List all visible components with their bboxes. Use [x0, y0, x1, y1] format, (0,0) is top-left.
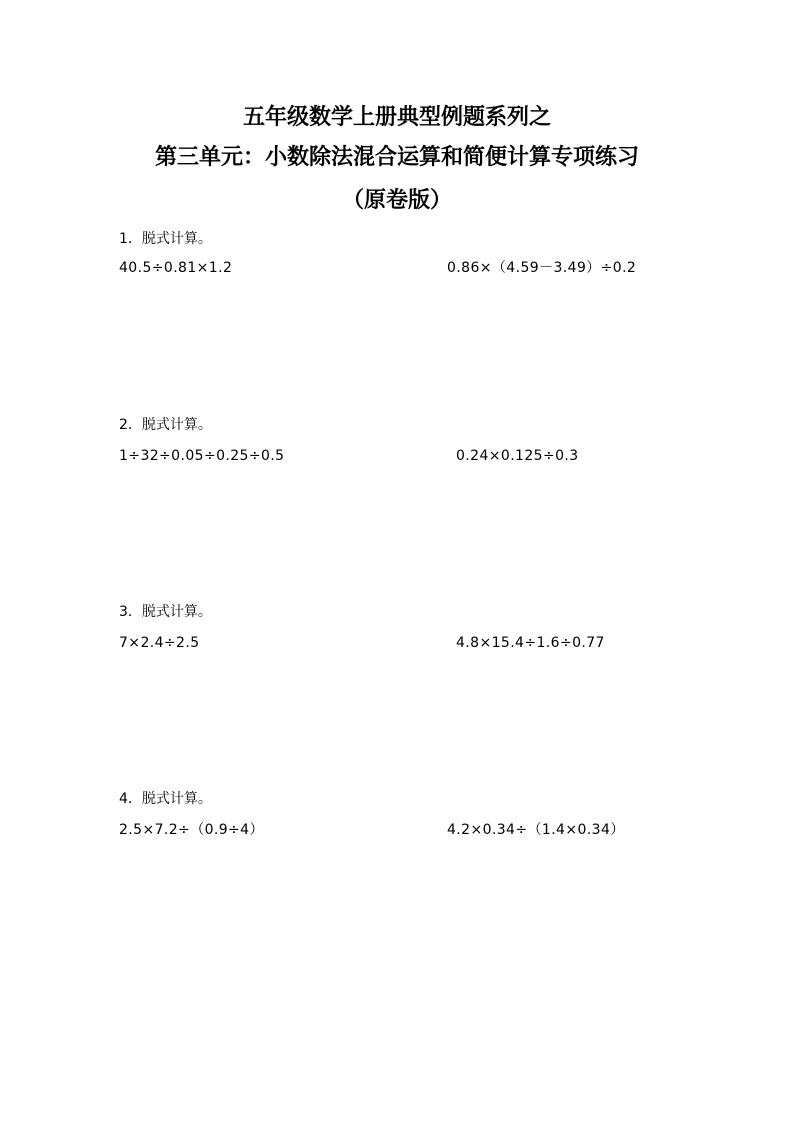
question-4-expression-right: 4.2×0.34÷（1.4×0.34） — [447, 822, 625, 838]
question-4-label: 4．脱式计算。 — [119, 791, 212, 807]
question-1-expression-right: 0.86×（4.59－3.49）÷0.2 — [447, 260, 637, 276]
question-1-label: 1．脱式计算。 — [119, 231, 212, 247]
question-1-expression-left: 40.5÷0.81×1.2 — [119, 260, 233, 276]
title-line-2: 第三单元：小数除法混合运算和简便计算专项练习 — [154, 145, 639, 170]
question-2-expression-right: 0.24×0.125÷0.3 — [456, 448, 579, 464]
question-4-expression-left: 2.5×7.2÷（0.9÷4） — [119, 822, 264, 838]
title-line-1: 五年级数学上册典型例题系列之 — [242, 105, 551, 130]
question-2-label: 2．脱式计算。 — [119, 417, 212, 433]
question-2-expression-left: 1÷32÷0.05÷0.25÷0.5 — [119, 448, 285, 464]
question-3-label: 3．脱式计算。 — [119, 604, 212, 620]
question-3-expression-right: 4.8×15.4÷1.6÷0.77 — [456, 635, 605, 651]
question-3-expression-left: 7×2.4÷2.5 — [119, 635, 200, 651]
title-line-3: （原卷版） — [341, 188, 452, 213]
